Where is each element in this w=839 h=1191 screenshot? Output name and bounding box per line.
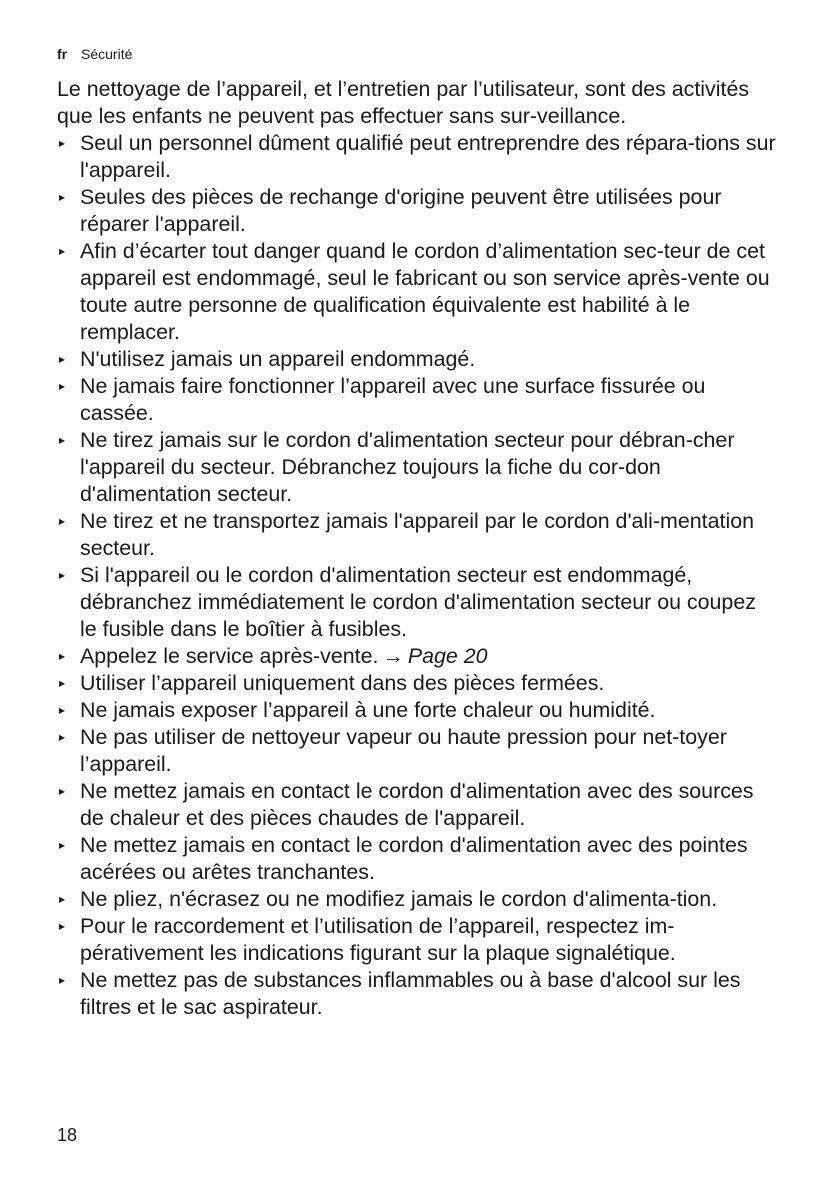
- bullet-arrow-icon: ▸: [59, 352, 66, 366]
- list-item: [57, 130, 777, 184]
- page-reference-arrow-icon: →: [382, 644, 404, 668]
- bullet-arrow-icon: ▸: [59, 676, 66, 690]
- page-reference-link[interactable]: Page 20: [407, 644, 488, 668]
- list-item: [57, 562, 777, 643]
- bullet-arrow-icon: ▸: [59, 433, 66, 447]
- list-item: [57, 967, 777, 1021]
- bullet-arrow-icon: ▸: [59, 703, 66, 717]
- list-item-text: Ne jamais faire fonctionner l’appareil avec une surface fissurée ou cassée.: [80, 374, 706, 425]
- bullet-arrow-icon: ▸: [59, 514, 66, 528]
- bullet-arrow-icon: ▸: [59, 973, 66, 987]
- list-item: [57, 832, 777, 886]
- list-item-text: N'utilisez jamais un appareil endommagé.: [80, 347, 476, 371]
- list-item-text: Utiliser l’appareil uniquement dans des pièces fermées.: [80, 671, 605, 695]
- page-number: 18: [57, 1125, 78, 1145]
- list-item: [57, 184, 777, 238]
- bullet-arrow-icon: ▸: [59, 136, 66, 150]
- list-item-text: Ne mettez jamais en contact le cordon d'alimentation avec des pointes acérées ou arêtes tranchantes.: [80, 833, 748, 884]
- list-item: [57, 373, 777, 427]
- bullet-arrow-icon: ▸: [59, 190, 66, 204]
- list-item: [57, 724, 777, 778]
- list-item: [57, 643, 777, 670]
- list-item: [57, 238, 777, 346]
- list-item-text: Ne tirez et ne transportez jamais l'appareil par le cordon d'ali-mentation secteur.: [80, 509, 754, 560]
- list-item-text: Pour le raccordement et l’utilisation de l’appareil, respectez im-pérativement les indications figurant sur la plaque signalétique.: [80, 914, 676, 965]
- list-item-text: Si l'appareil ou le cordon d'alimentation secteur est endommagé, débranchez immédiatement le cordon d'alimentation secteur ou coupez le fusible dans le boîtier à fusibles.: [80, 563, 756, 641]
- list-item-text: Seul un personnel dûment qualifié peut entreprendre des répara-tions sur l'appareil.: [80, 131, 776, 182]
- bullet-arrow-icon: ▸: [59, 379, 66, 393]
- list-item-text: Ne jamais exposer l’appareil à une forte chaleur ou humidité.: [80, 698, 656, 722]
- bullet-arrow-icon: ▸: [59, 730, 66, 744]
- bullet-arrow-icon: ▸: [59, 784, 66, 798]
- list-item-text: Afin d’écarter tout danger quand le cordon d’alimentation sec-teur de cet appareil est endommagé, seul le fabricant ou son service après-vente ou toute autre personne de qualification équivalente est habilité à le remplacer.: [80, 239, 770, 344]
- list-item: [57, 778, 777, 832]
- intro-paragraph: Le nettoyage de l’appareil, et l’entretien par l’utilisateur, sont des activités que les enfants ne peuvent pas effectuer sans sur-veillance.: [57, 77, 750, 128]
- list-item-text: Ne mettez jamais en contact le cordon d'alimentation avec des sources de chaleur et des pièces chaudes de l'appareil.: [80, 779, 754, 830]
- list-item-text: Seules des pièces de rechange d'origine peuvent être utilisées pour réparer l'appareil.: [80, 185, 722, 236]
- bullet-arrow-icon: ▸: [59, 649, 66, 663]
- list-item-text: Ne mettez pas de substances inflammables ou à base d'alcool sur les filtres et le sac aspirateur.: [80, 968, 741, 1019]
- safety-content: [57, 76, 777, 1021]
- section-title: Sécurité: [81, 46, 133, 62]
- list-item: [57, 508, 777, 562]
- page-header: [57, 44, 132, 64]
- list-item: [57, 913, 777, 967]
- bullet-arrow-icon: ▸: [59, 838, 66, 852]
- language-code: fr: [57, 46, 68, 62]
- list-item: [57, 427, 777, 508]
- bullet-arrow-icon: ▸: [59, 892, 66, 906]
- list-item-text: Ne tirez jamais sur le cordon d'alimentation secteur pour débran-cher l'appareil du secteur. Débranchez toujours la fiche du cor-don d'alimentation secteur.: [80, 428, 735, 506]
- list-item: [57, 670, 777, 697]
- bullet-arrow-icon: ▸: [59, 919, 66, 933]
- list-item-text: Ne pas utiliser de nettoyeur vapeur ou haute pression pour net-toyer l’appareil.: [80, 725, 727, 776]
- list-item-text: Appelez le service après-vente.: [80, 644, 379, 668]
- bullet-arrow-icon: ▸: [59, 244, 66, 258]
- safety-instructions-list: [57, 130, 777, 1021]
- list-item: [57, 346, 777, 373]
- list-item: [57, 886, 777, 913]
- list-item: [57, 697, 777, 724]
- list-item-text: Ne pliez, n'écrasez ou ne modifiez jamais le cordon d'alimenta-tion.: [80, 887, 718, 911]
- bullet-arrow-icon: ▸: [59, 568, 66, 582]
